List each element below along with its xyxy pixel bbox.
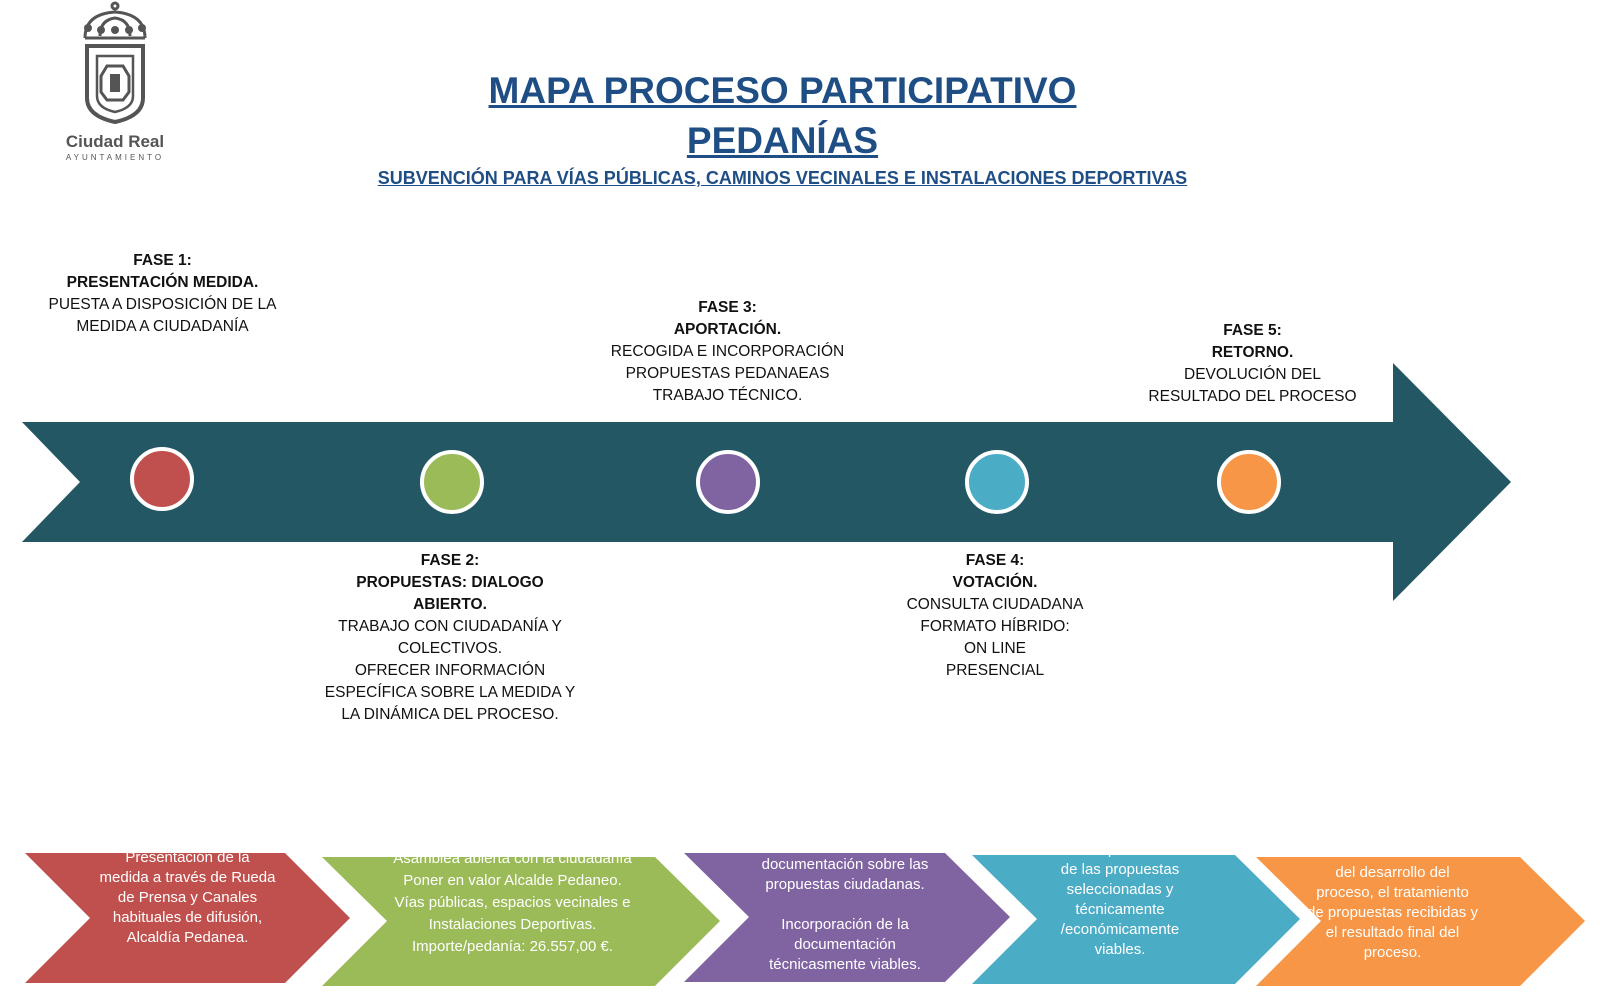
chevron-1-text: Presentación de la medida a través de Rueda de Prensa y Canales habituales de difusión, Alcaldía Pedanea.	[99, 849, 276, 946]
phase-5-name: RETORNO.	[1211, 344, 1294, 361]
phase-3-marker	[698, 452, 758, 512]
phase-1-text	[40, 250, 285, 338]
phase-3-label: FASE 3:	[698, 299, 757, 316]
phase-1-marker	[132, 449, 192, 509]
phase-2-label: FASE 2:	[420, 552, 480, 569]
phase-2-marker	[422, 452, 482, 512]
page-title: MAPA PROCESO PARTICIPATIVO	[488, 70, 1077, 111]
phase-3-name: APORTACIÓN.	[673, 321, 782, 338]
phase-4-label: FASE 4:	[965, 552, 1025, 569]
phase-4-text	[870, 550, 1120, 682]
phase-4-marker	[967, 452, 1027, 512]
page-title-line2: PEDANÍAS	[686, 120, 879, 161]
phase-3-text	[595, 297, 860, 407]
phase-3-description: RECOGIDA E INCORPORACIÓN PROPUESTAS PEDANAEAS TRABAJO TÉCNICO.	[610, 343, 845, 404]
chevron-2-text: Asamblea abierta con la ciudadanía Poner en valor Alcalde Pedaneo. Vías públicas, espacios vecinales e Instalaciones Deportivas. Importe/pedanía: 26.557,00 €.	[393, 850, 632, 955]
page-subtitle: SUBVENCIÓN PARA VÍAS PÚBLICAS, CAMINOS VECINALES E INSTALACIONES DEPORTIVAS	[377, 168, 1188, 188]
phase-5-marker	[1219, 452, 1279, 512]
phase-5-label: FASE 5:	[1223, 322, 1282, 339]
phase-2-text	[320, 550, 580, 726]
phase-4-description: CONSULTA CIUDADANA FORMATO HÍBRIDO: ON LINE PRESENCIAL	[906, 596, 1084, 679]
phase-1-name: PRESENTACIÓN MEDIDA.	[66, 274, 259, 291]
phase-1-description: PUESTA A DISPOSICIÓN DE LA MEDIDA A CIUDADANÍA	[48, 296, 277, 335]
phase-5-description: DEVOLUCIÓN DEL RESULTADO DEL PROCESO	[1148, 366, 1357, 405]
phase-1-label: FASE 1:	[133, 252, 192, 269]
chevron-5-text: Informar a la ciudadanía del desarrollo del proceso, el tratamiento de propuestas recibidas y el resultado final del proceso.	[1307, 844, 1478, 961]
phase-2-description: TRABAJO CON CIUDADANÍA Y COLECTIVOS. OFRECER INFORMACIÓN ESPECÍFICA SOBRE LA MEDIDA Y LA DINÁMICA DEL PROCESO.	[324, 618, 576, 723]
logo-name: Ciudad Real	[65, 132, 165, 151]
chevron-3-text: Recopilación de la documentación sobre las propuestas ciudadanas. Incorporación de la documentación técnicasmente viables.	[761, 836, 929, 973]
phase-5-text	[1120, 320, 1385, 408]
phase-2-name: PROPUESTAS: DIALOGO ABIERTO.	[356, 574, 544, 613]
chevron-4-text: Jornadas para votación de las propuestas seleccionadas y técnicamente /económicamente viables.	[1042, 841, 1198, 958]
phase-4-name: VOTACIÓN.	[952, 574, 1038, 591]
logo-subtitle: AYUNTAMIENTO	[65, 153, 165, 162]
